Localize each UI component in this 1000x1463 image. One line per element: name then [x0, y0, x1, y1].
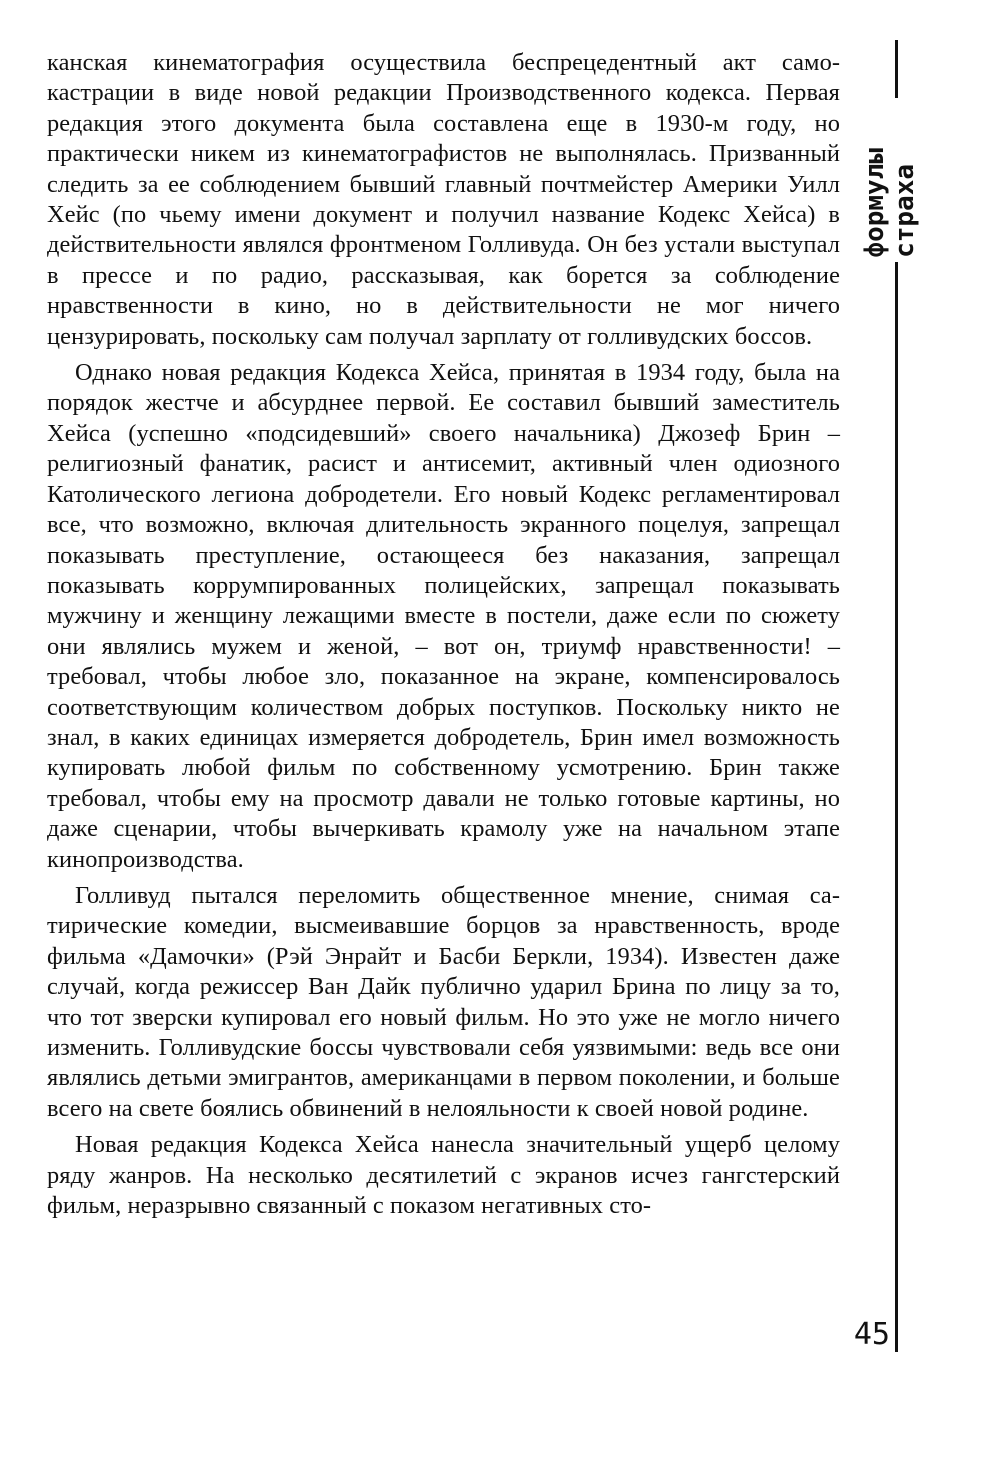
- paragraph-1: канская кинематография осуществила беспрецедентный акт самокастрации в виде новой редакции Производственного кодекса. Первая редакция этого документа была составлена еще в 1930-м году, но практически никем из кинематографистов не выполнялась. Призванный следить за ее соблюдением бывший главный почтмейстер Америки Уилл Хейс (по чьему имени документ и получил название Кодекс Хейса) в действительности являлся фронтменом Голливуда. Он без устали выступал в прессе и по радио, рассказывая, как борется за соблюдение нравственности в кино, но в действительности не мог ничего цензурировать, поскольку сам получал зарплату от голливудских боссов.: [47, 49, 840, 350]
- margin-rule-top: [895, 40, 898, 98]
- running-title-line2: страха: [890, 164, 920, 258]
- paragraph-3: Голливуд пытался переломить общественное мнение, снимая сатирические комедии, высмеивавшие борцов за нравственность, вроде фильма «Дамочки» (Рэй Энрайт и Басби Беркли, 1934). Известен даже случай, когда режиссер Ван Дайк публично ударил Брина по лицу за то, что тот зверски купировал его новый фильм. Но это уже не могло ничего изменить. Голливудские боссы чувствовали себя уязвимыми: ведь все они являлись детьми эмигрантов, американцами в первом поколении, и больше всего на свете боялись обвинений в нелояльности к своей новой родине.: [47, 881, 840, 1122]
- body-text: [47, 48, 840, 1227]
- running-title: [862, 102, 922, 258]
- page-number: 45: [853, 1317, 890, 1352]
- paragraph-4: Новая редакция Кодекса Хейса нанесла значительный ущерб целому ряду жанров. На несколько десятилетий с экранов исчез гангстерский фильм, неразрывно связанный с показом негативных сто-: [47, 1131, 840, 1220]
- margin-rule-bottom: [895, 262, 898, 1352]
- running-title-line1: формулы: [860, 148, 890, 258]
- paragraph-2: Однако новая редакция Кодекса Хейса, принятая в 1934 году, была на порядок жестче и абсурднее первой. Ее составил бывший заместитель Хейса (успешно «подсидевший» своего начальника) Джозеф Брин – религиозный фанатик, расист и антисемит, активный член одиозного Католического легиона добродетели. Его новый Кодекс регламентировал все, что возможно, включая длительность экранного поцелуя, запрещал показывать преступление, остающееся без наказания, запрещал показывать коррумпированных полицейских, запрещал показывать мужчину и женщину лежащими вместе в постели, даже если по сюжету они являлись мужем и женой, – вот он, триумф нравственности! – требовал, чтобы любое зло, показанное на экране, компенсировалось соответствующим количеством добрых поступков. Поскольку никто не знал, в каких единицах измеряется добродетель, Брин имел возможность купировать любой фильм по собственному усмотрению. Брин также требовал, чтобы ему на просмотр давали не только готовые картины, но даже сценарии, чтобы вычеркивать крамолу уже на начальном этапе кинопроизводства.: [47, 359, 840, 873]
